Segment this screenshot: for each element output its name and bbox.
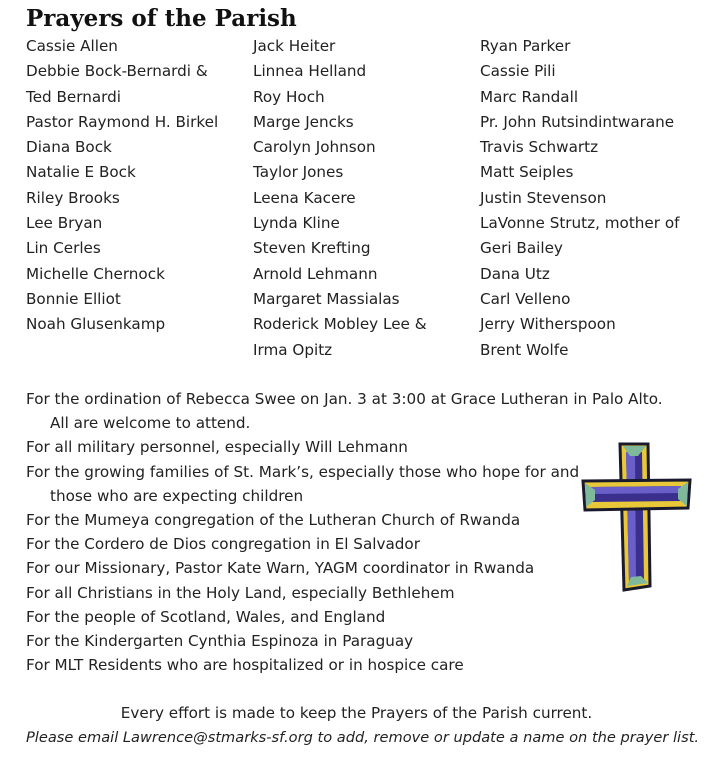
prayer-name-item: Roy Hoch bbox=[253, 87, 325, 106]
prayer-intention-item bbox=[26, 387, 706, 435]
prayer-name-item: Margaret Massialas bbox=[253, 289, 400, 308]
page-title: Prayers of the Parish bbox=[26, 5, 297, 32]
prayer-name-item: Noah Glusenkamp bbox=[26, 315, 166, 334]
prayer-intention-text: For the growing families of St. Mark’s, especially those who hope for and bbox=[26, 462, 580, 481]
prayer-intention-text: For all Christians in the Holy Land, especially Bethlehem bbox=[26, 583, 455, 602]
names-column-2 bbox=[253, 34, 427, 363]
prayer-name-item: Michelle Chernock bbox=[26, 264, 165, 283]
prayer-name-item: Ted Bernardi bbox=[26, 87, 122, 106]
prayer-name-item: Cassie Allen bbox=[26, 37, 118, 55]
prayer-intention-item bbox=[26, 605, 706, 629]
prayer-intention-continuation: All are welcome to attend. bbox=[50, 414, 251, 433]
prayer-name-item: Jerry Witherspoon bbox=[480, 315, 616, 334]
prayer-name-item: Pr. John Rutsindintwarane bbox=[480, 112, 675, 131]
prayer-intention-text: For the Cordero de Dios congregation in El Salvador bbox=[26, 535, 420, 554]
prayer-name-item: Diana Bock bbox=[26, 138, 112, 157]
cross-horizontal-highlight bbox=[591, 486, 681, 494]
prayer-name-item: Ryan Parker bbox=[480, 37, 571, 55]
cross-icon bbox=[580, 440, 692, 592]
names-column-3 bbox=[480, 34, 679, 363]
prayer-name-item: Taylor Jones bbox=[253, 163, 344, 182]
prayer-name-item: Justin Stevenson bbox=[480, 188, 607, 207]
prayer-name-item: Lee Bryan bbox=[26, 214, 103, 233]
prayer-intention-text: For all military personnel, especially Will Lehmann bbox=[26, 438, 408, 457]
prayer-intention-text: For the people of Scotland, Wales, and England bbox=[26, 607, 386, 626]
prayer-intention-item bbox=[26, 653, 706, 677]
prayer-name-item: Dana Utz bbox=[480, 264, 550, 283]
prayer-name-item: Travis Schwartz bbox=[480, 138, 599, 157]
prayer-name-item: Debbie Bock-Bernardi & bbox=[26, 62, 208, 81]
prayer-intention-text: For the Kindergarten Cynthia Espinoza in Paraguay bbox=[26, 632, 414, 651]
prayer-name-item: Linnea Helland bbox=[253, 62, 367, 81]
prayer-name-item: Bonnie Elliot bbox=[26, 289, 121, 308]
prayer-name-item: Marc Randall bbox=[480, 87, 579, 106]
footer-notice: Every effort is made to keep the Prayers of the Parish current. bbox=[120, 704, 593, 722]
prayer-name-item: Marge Jencks bbox=[253, 112, 354, 131]
prayer-name-item: LaVonne Strutz, mother of bbox=[480, 214, 680, 233]
prayer-name-item: Roderick Mobley Lee & bbox=[253, 315, 427, 334]
prayer-name-item: Irma Opitz bbox=[253, 340, 333, 359]
prayer-name-item: Brent Wolfe bbox=[480, 340, 569, 359]
prayer-intention-text: For the Mumeya congregation of the Lutheran Church of Rwanda bbox=[26, 511, 521, 530]
prayer-intention-continuation: those who are expecting children bbox=[50, 486, 304, 505]
prayer-name-item: Cassie Pili bbox=[480, 62, 556, 81]
prayer-intention-text: For MLT Residents who are hospitalized or in hospice care bbox=[26, 656, 464, 675]
prayer-name-item: Lin Cerles bbox=[26, 239, 101, 258]
prayer-intention-item bbox=[26, 629, 706, 653]
prayer-name-item: Pastor Raymond H. Birkel bbox=[26, 112, 219, 131]
prayer-name-item: Arnold Lehmann bbox=[253, 264, 378, 283]
prayer-name-item: Riley Brooks bbox=[26, 188, 120, 207]
names-column-1 bbox=[26, 34, 218, 338]
prayer-name-item: Carl Velleno bbox=[480, 289, 571, 308]
prayer-name-item: Geri Bailey bbox=[480, 239, 563, 258]
prayer-name-item: Carolyn Johnson bbox=[253, 138, 376, 157]
prayer-name-item: Lynda Kline bbox=[253, 214, 340, 233]
prayer-name-item: Jack Heiter bbox=[253, 37, 336, 55]
prayer-name-item: Leena Kacere bbox=[253, 188, 356, 207]
prayer-name-item: Natalie E Bock bbox=[26, 163, 136, 182]
prayer-name-item: Steven Krefting bbox=[253, 239, 371, 258]
prayer-intention-text: For the ordination of Rebecca Swee on Jan. 3 at 3:00 at Grace Lutheran in Palo Alto. bbox=[26, 390, 663, 408]
footer-email-instruction: Please email Lawrence@stmarks-sf.org to add, remove or update a name on the prayer list. bbox=[26, 729, 700, 746]
prayer-name-item: Matt Seiples bbox=[480, 163, 574, 182]
prayer-intention-text: For our Missionary, Pastor Kate Warn, YAGM coordinator in Rwanda bbox=[26, 559, 535, 578]
